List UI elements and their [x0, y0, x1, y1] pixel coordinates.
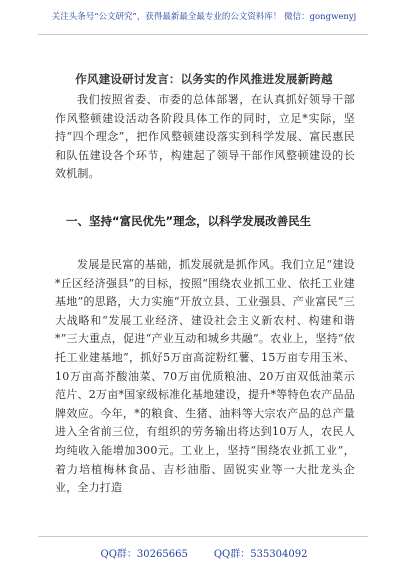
header-note: 关注头条号“公文研究”，获得最新最全最专业的公文资料库！ 微信：gongwenyj: [51, 12, 357, 22]
footer: [0, 545, 408, 560]
footer-qq-group-1: QQ群：30265665: [100, 549, 188, 560]
section-heading: 一、坚持“富民优先”理念，以科学发展改善民生: [66, 214, 312, 228]
paragraph-intro: 我们按照省委、市委的总体部署，在认真抓好领导干部作风整顿建设活动各阶段具体工作的同时，立足*实际，坚持“四个理念”，把作风整顿建设落实到科学发展、富民惠民和队伍建设各个环节，构建起了领导干部作风整顿建设的长效机制。: [55, 93, 355, 181]
document-title: 作风建设研讨发言：以务实的作风推进发展新跨越: [75, 72, 333, 86]
footer-qq-group-2: QQ群：535304092: [213, 549, 308, 560]
paragraph-body: 发展是民富的基础，抓发展就是抓作风。我们立足“建设*丘区经济强县”的目标，按照“围绕农业抓工业、依托工业建基地”的思路，大力实施“开放立县、工业强县、产业富民”三大战略和“发展工业经济、建设社会主义新农村、构建和谐*”三大重点，促进“产业互动和城乡共融”。农业上，坚持“依托工业建基地”，抓好5万亩高淀粉红薯、15万亩专用玉米、10万亩高芥酸油菜、70万亩优质粮油、20万亩双低油菜示范片、2万亩*国家级标准化基地建设，提升*等特色农产品品牌效应。今年，*的粮食、生猪、油料等大宗农产品的总产量进入全省前三位，有组织的劳务输出将达到10万人，农民人均纯收入能增加300元。工业上，坚持“围绕农业抓工业”，着力培植梅林食品、吉杉油脂、固锐实业等一大批龙头企业，全力打造: [55, 258, 355, 495]
header-divider: [38, 34, 368, 35]
footer-divider: [38, 536, 368, 537]
